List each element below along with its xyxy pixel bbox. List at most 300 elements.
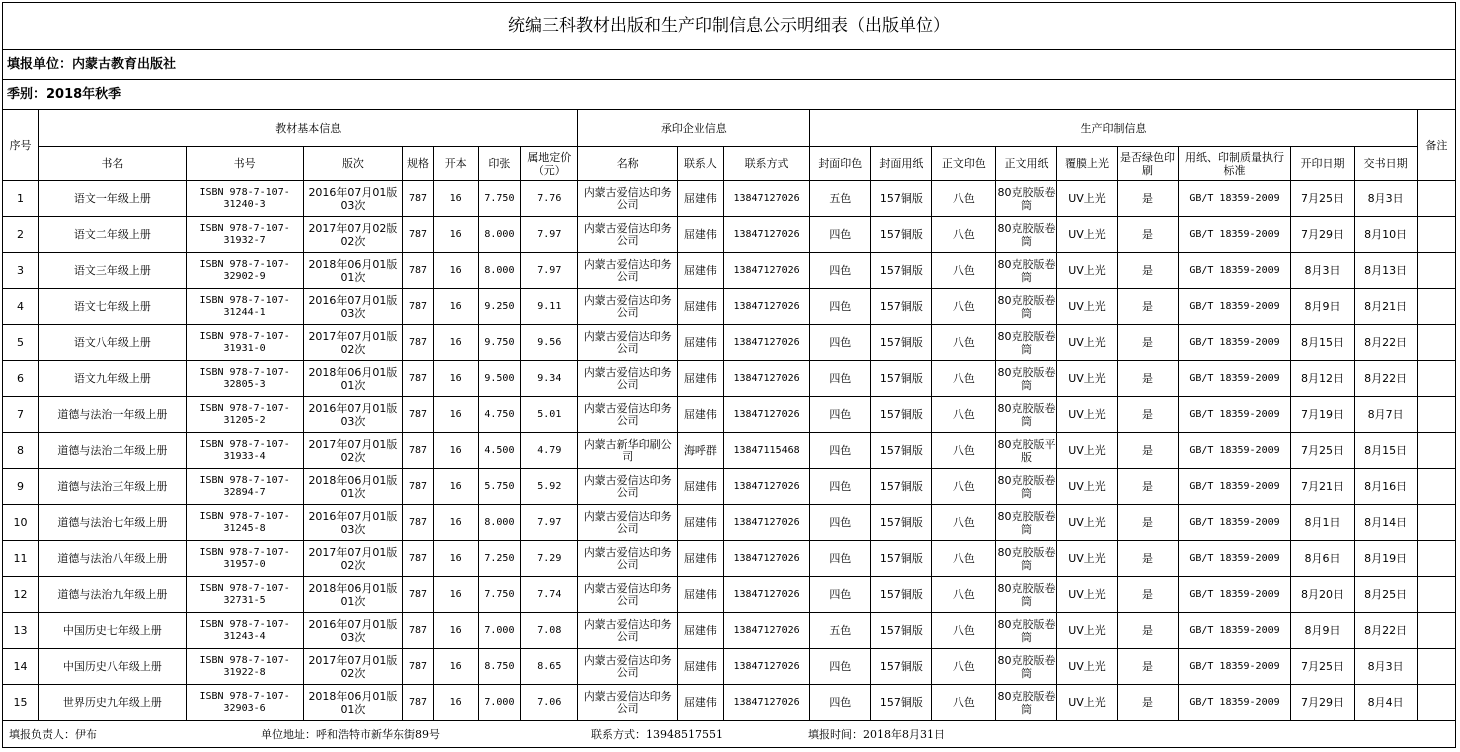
cell-edition: 2018年06月01版01次 [303, 361, 403, 397]
cell-standard: GB/T 18359-2009 [1178, 361, 1291, 397]
cell-text-color: 八色 [932, 361, 996, 397]
cell-cover-color: 四色 [810, 685, 871, 721]
cell-start-date: 7月19日 [1291, 397, 1354, 433]
cell-standard: GB/T 18359-2009 [1178, 577, 1291, 613]
cell-text-color: 八色 [932, 217, 996, 253]
cell-text-color: 八色 [932, 541, 996, 577]
cell-delivery-date: 8月7日 [1354, 397, 1417, 433]
cell-sheets: 7.750 [478, 577, 521, 613]
cell-book-name: 中国历史八年级上册 [39, 649, 187, 685]
cell-standard: GB/T 18359-2009 [1178, 685, 1291, 721]
cell-cover-color: 四色 [810, 217, 871, 253]
cell-cover-color: 四色 [810, 505, 871, 541]
cell-book-name: 语文八年级上册 [39, 325, 187, 361]
cell-edition: 2017年07月02版02次 [303, 217, 403, 253]
cell-seq: 13 [3, 613, 39, 649]
cell-text-color: 八色 [932, 577, 996, 613]
cell-company: 内蒙古爱信达印务公司 [578, 397, 678, 433]
cell-text-paper: 80克胶版卷筒 [996, 253, 1057, 289]
header-seq: 序号 [3, 110, 39, 181]
cell-text-color: 八色 [932, 649, 996, 685]
cell-sheets: 7.750 [478, 181, 521, 217]
cell-edition: 2017年07月01版02次 [303, 541, 403, 577]
cell-company: 内蒙古爱信达印务公司 [578, 469, 678, 505]
cell-company: 内蒙古爱信达印务公司 [578, 505, 678, 541]
header-text-color: 正文印色 [932, 147, 996, 181]
cell-remarks [1417, 289, 1455, 325]
cell-delivery-date: 8月15日 [1354, 433, 1417, 469]
header-green-printing: 是否绿色印刷 [1117, 147, 1178, 181]
cell-green-printing: 是 [1117, 469, 1178, 505]
cell-coating: UV上光 [1057, 613, 1117, 649]
cell-text-paper: 80克胶版卷筒 [996, 181, 1057, 217]
cell-sheets: 5.750 [478, 469, 521, 505]
cell-text-color: 八色 [932, 181, 996, 217]
table-row [3, 613, 1455, 649]
cell-remarks [1417, 505, 1455, 541]
cell-delivery-date: 8月19日 [1354, 541, 1417, 577]
cell-phone: 13847127026 [723, 505, 809, 541]
cell-remarks [1417, 361, 1455, 397]
cell-remarks [1417, 433, 1455, 469]
cell-coating: UV上光 [1057, 577, 1117, 613]
cell-coating: UV上光 [1057, 217, 1117, 253]
cell-cover-color: 四色 [810, 433, 871, 469]
cell-format: 16 [433, 253, 478, 289]
cell-book-name: 语文三年级上册 [39, 253, 187, 289]
cell-isbn: ISBN 978-7-107-31205-2 [186, 397, 303, 433]
group-basic-info: 教材基本信息 [39, 110, 578, 147]
cell-start-date: 7月21日 [1291, 469, 1354, 505]
cell-cover-paper: 157铜版 [871, 289, 932, 325]
header-spec: 规格 [403, 147, 434, 181]
cell-sheets: 4.500 [478, 433, 521, 469]
cell-remarks [1417, 577, 1455, 613]
cell-remarks [1417, 649, 1455, 685]
cell-price: 7.97 [521, 217, 578, 253]
cell-start-date: 8月9日 [1291, 613, 1354, 649]
cell-text-paper: 80克胶版卷筒 [996, 217, 1057, 253]
cell-start-date: 7月29日 [1291, 217, 1354, 253]
cell-book-name: 世界历史九年级上册 [39, 685, 187, 721]
cell-remarks [1417, 541, 1455, 577]
cell-phone: 13847127026 [723, 181, 809, 217]
cell-sheets: 4.750 [478, 397, 521, 433]
cell-phone: 13847127026 [723, 469, 809, 505]
report-sheet [2, 2, 1456, 748]
cell-green-printing: 是 [1117, 685, 1178, 721]
header-sheets: 印张 [478, 147, 521, 181]
cell-standard: GB/T 18359-2009 [1178, 217, 1291, 253]
cell-isbn: ISBN 978-7-107-31931-0 [186, 325, 303, 361]
cell-sheets: 8.000 [478, 505, 521, 541]
cell-cover-paper: 157铜版 [871, 325, 932, 361]
cell-price: 7.76 [521, 181, 578, 217]
cell-edition: 2018年06月01版01次 [303, 253, 403, 289]
cell-delivery-date: 8月25日 [1354, 577, 1417, 613]
cell-spec: 787 [403, 577, 434, 613]
header-remarks: 备注 [1417, 110, 1455, 181]
cell-text-color: 八色 [932, 505, 996, 541]
cell-isbn: ISBN 978-7-107-31933-4 [186, 433, 303, 469]
cell-cover-paper: 157铜版 [871, 685, 932, 721]
cell-isbn: ISBN 978-7-107-31957-0 [186, 541, 303, 577]
cell-delivery-date: 8月4日 [1354, 685, 1417, 721]
cell-price: 7.74 [521, 577, 578, 613]
header-delivery-date: 交书日期 [1354, 147, 1417, 181]
cell-company: 内蒙古爱信达印务公司 [578, 577, 678, 613]
cell-company: 内蒙古爱信达印务公司 [578, 325, 678, 361]
cell-cover-color: 四色 [810, 577, 871, 613]
cell-cover-color: 四色 [810, 649, 871, 685]
header-company: 名称 [578, 147, 678, 181]
cell-cover-paper: 157铜版 [871, 577, 932, 613]
cell-price: 7.08 [521, 613, 578, 649]
cell-sheets: 8.000 [478, 253, 521, 289]
cell-spec: 787 [403, 217, 434, 253]
cell-green-printing: 是 [1117, 361, 1178, 397]
cell-start-date: 8月12日 [1291, 361, 1354, 397]
cell-edition: 2017年07月01版02次 [303, 325, 403, 361]
cell-text-paper: 80克胶版卷筒 [996, 577, 1057, 613]
header-coating: 覆膜上光 [1057, 147, 1117, 181]
cell-sheets: 7.000 [478, 685, 521, 721]
cell-price: 5.92 [521, 469, 578, 505]
unit-label: 填报单位：内蒙古教育出版社 [3, 50, 1455, 80]
cell-format: 16 [433, 577, 478, 613]
cell-green-printing: 是 [1117, 325, 1178, 361]
cell-contact: 屈建伟 [678, 469, 724, 505]
cell-cover-paper: 157铜版 [871, 433, 932, 469]
cell-start-date: 8月3日 [1291, 253, 1354, 289]
cell-green-printing: 是 [1117, 397, 1178, 433]
cell-price: 7.06 [521, 685, 578, 721]
cell-text-paper: 80克胶版卷筒 [996, 649, 1057, 685]
header-book-name: 书名 [39, 147, 187, 181]
cell-spec: 787 [403, 541, 434, 577]
cell-edition: 2016年07月01版03次 [303, 505, 403, 541]
cell-seq: 12 [3, 577, 39, 613]
table-row [3, 253, 1455, 289]
cell-edition: 2016年07月01版03次 [303, 397, 403, 433]
cell-edition: 2018年06月01版01次 [303, 469, 403, 505]
cell-company: 内蒙古爱信达印务公司 [578, 685, 678, 721]
cell-cover-paper: 157铜版 [871, 181, 932, 217]
cell-seq: 4 [3, 289, 39, 325]
cell-isbn: ISBN 978-7-107-32903-6 [186, 685, 303, 721]
cell-cover-paper: 157铜版 [871, 217, 932, 253]
header-start-date: 开印日期 [1291, 147, 1354, 181]
cell-standard: GB/T 18359-2009 [1178, 181, 1291, 217]
cell-spec: 787 [403, 613, 434, 649]
cell-green-printing: 是 [1117, 433, 1178, 469]
cell-contact: 屈建伟 [678, 361, 724, 397]
table-row [3, 649, 1455, 685]
table-row [3, 505, 1455, 541]
cell-start-date: 7月29日 [1291, 685, 1354, 721]
header-price: 属地定价（元） [521, 147, 578, 181]
cell-text-paper: 80克胶版卷筒 [996, 541, 1057, 577]
cell-book-name: 语文七年级上册 [39, 289, 187, 325]
table-row [3, 181, 1455, 217]
cell-seq: 2 [3, 217, 39, 253]
cell-contact: 屈建伟 [678, 577, 724, 613]
cell-seq: 14 [3, 649, 39, 685]
cell-isbn: ISBN 978-7-107-31932-7 [186, 217, 303, 253]
header-phone: 联系方式 [723, 147, 809, 181]
cell-book-name: 语文二年级上册 [39, 217, 187, 253]
cell-company: 内蒙古爱信达印务公司 [578, 217, 678, 253]
cell-cover-color: 四色 [810, 541, 871, 577]
header-contact: 联系人 [678, 147, 724, 181]
cell-price: 4.79 [521, 433, 578, 469]
cell-phone: 13847127026 [723, 253, 809, 289]
cell-book-name: 道德与法治七年级上册 [39, 505, 187, 541]
cell-spec: 787 [403, 289, 434, 325]
cell-standard: GB/T 18359-2009 [1178, 289, 1291, 325]
cell-spec: 787 [403, 505, 434, 541]
cell-coating: UV上光 [1057, 289, 1117, 325]
cell-cover-color: 四色 [810, 361, 871, 397]
cell-seq: 5 [3, 325, 39, 361]
cell-delivery-date: 8月22日 [1354, 325, 1417, 361]
cell-format: 16 [433, 649, 478, 685]
cell-isbn: ISBN 978-7-107-31922-8 [186, 649, 303, 685]
cell-text-paper: 80克胶版卷筒 [996, 469, 1057, 505]
cell-text-paper: 80克胶版卷筒 [996, 613, 1057, 649]
cell-isbn: ISBN 978-7-107-31245-8 [186, 505, 303, 541]
cell-seq: 6 [3, 361, 39, 397]
header-text-paper: 正文用纸 [996, 147, 1057, 181]
cell-coating: UV上光 [1057, 541, 1117, 577]
info-table [3, 110, 1455, 721]
cell-coating: UV上光 [1057, 649, 1117, 685]
header-cover-color: 封面印色 [810, 147, 871, 181]
cell-standard: GB/T 18359-2009 [1178, 433, 1291, 469]
cell-format: 16 [433, 613, 478, 649]
cell-price: 9.34 [521, 361, 578, 397]
cell-delivery-date: 8月14日 [1354, 505, 1417, 541]
cell-green-printing: 是 [1117, 289, 1178, 325]
cell-coating: UV上光 [1057, 685, 1117, 721]
cell-cover-color: 四色 [810, 289, 871, 325]
cell-seq: 15 [3, 685, 39, 721]
cell-company: 内蒙古新华印刷公司 [578, 433, 678, 469]
cell-start-date: 8月1日 [1291, 505, 1354, 541]
cell-contact: 屈建伟 [678, 217, 724, 253]
cell-start-date: 8月9日 [1291, 289, 1354, 325]
cell-text-color: 八色 [932, 613, 996, 649]
cell-contact: 屈建伟 [678, 685, 724, 721]
cell-company: 内蒙古爱信达印务公司 [578, 289, 678, 325]
table-row [3, 541, 1455, 577]
cell-sheets: 9.500 [478, 361, 521, 397]
cell-phone: 13847127026 [723, 289, 809, 325]
header-format: 开本 [433, 147, 478, 181]
footer-date: 填报时间：2018年8月31日 [808, 728, 945, 741]
cell-contact: 屈建伟 [678, 613, 724, 649]
cell-standard: GB/T 18359-2009 [1178, 649, 1291, 685]
cell-delivery-date: 8月3日 [1354, 181, 1417, 217]
cell-sheets: 9.750 [478, 325, 521, 361]
cell-cover-color: 四色 [810, 325, 871, 361]
table-row [3, 433, 1455, 469]
cell-standard: GB/T 18359-2009 [1178, 541, 1291, 577]
cell-text-paper: 80克胶版卷筒 [996, 505, 1057, 541]
cell-delivery-date: 8月3日 [1354, 649, 1417, 685]
cell-spec: 787 [403, 397, 434, 433]
header-standard: 用纸、印制质量执行标准 [1178, 147, 1291, 181]
cell-delivery-date: 8月13日 [1354, 253, 1417, 289]
cell-delivery-date: 8月10日 [1354, 217, 1417, 253]
cell-book-name: 语文九年级上册 [39, 361, 187, 397]
footer-contact: 联系方式：13948517551 [591, 728, 723, 741]
cell-price: 5.01 [521, 397, 578, 433]
table-row [3, 577, 1455, 613]
cell-start-date: 8月15日 [1291, 325, 1354, 361]
cell-start-date: 7月25日 [1291, 649, 1354, 685]
cell-green-printing: 是 [1117, 649, 1178, 685]
cell-text-paper: 80克胶版卷筒 [996, 397, 1057, 433]
cell-cover-color: 四色 [810, 469, 871, 505]
cell-text-color: 八色 [932, 685, 996, 721]
cell-isbn: ISBN 978-7-107-32731-5 [186, 577, 303, 613]
cell-format: 16 [433, 541, 478, 577]
cell-phone: 13847127026 [723, 685, 809, 721]
cell-phone: 13847127026 [723, 577, 809, 613]
cell-text-color: 八色 [932, 325, 996, 361]
cell-price: 8.65 [521, 649, 578, 685]
cell-edition: 2016年07月01版03次 [303, 613, 403, 649]
cell-remarks [1417, 613, 1455, 649]
cell-format: 16 [433, 361, 478, 397]
cell-cover-color: 五色 [810, 181, 871, 217]
cell-contact: 海呼群 [678, 433, 724, 469]
cell-sheets: 7.000 [478, 613, 521, 649]
cell-text-color: 八色 [932, 253, 996, 289]
cell-cover-paper: 157铜版 [871, 253, 932, 289]
cell-start-date: 8月6日 [1291, 541, 1354, 577]
cell-cover-color: 五色 [810, 613, 871, 649]
cell-cover-paper: 157铜版 [871, 613, 932, 649]
cell-price: 9.11 [521, 289, 578, 325]
cell-sheets: 7.250 [478, 541, 521, 577]
cell-edition: 2016年07月01版03次 [303, 181, 403, 217]
cell-format: 16 [433, 325, 478, 361]
cell-contact: 屈建伟 [678, 289, 724, 325]
cell-book-name: 语文一年级上册 [39, 181, 187, 217]
footer-address: 单位地址：呼和浩特市新华东街89号 [261, 728, 440, 741]
cell-delivery-date: 8月22日 [1354, 613, 1417, 649]
cell-cover-paper: 157铜版 [871, 361, 932, 397]
cell-coating: UV上光 [1057, 505, 1117, 541]
cell-text-paper: 80克胶版卷筒 [996, 685, 1057, 721]
cell-standard: GB/T 18359-2009 [1178, 505, 1291, 541]
cell-cover-paper: 157铜版 [871, 541, 932, 577]
cell-sheets: 8.000 [478, 217, 521, 253]
cell-delivery-date: 8月16日 [1354, 469, 1417, 505]
cell-phone: 13847127026 [723, 325, 809, 361]
cell-cover-color: 四色 [810, 253, 871, 289]
cell-format: 16 [433, 433, 478, 469]
cell-coating: UV上光 [1057, 253, 1117, 289]
cell-isbn: ISBN 978-7-107-31244-1 [186, 289, 303, 325]
cell-format: 16 [433, 397, 478, 433]
cell-contact: 屈建伟 [678, 397, 724, 433]
cell-edition: 2018年06月01版01次 [303, 685, 403, 721]
cell-seq: 3 [3, 253, 39, 289]
cell-phone: 13847127026 [723, 217, 809, 253]
cell-remarks [1417, 181, 1455, 217]
cell-seq: 7 [3, 397, 39, 433]
cell-text-color: 八色 [932, 289, 996, 325]
cell-company: 内蒙古爱信达印务公司 [578, 541, 678, 577]
cell-book-name: 道德与法治八年级上册 [39, 541, 187, 577]
cell-format: 16 [433, 181, 478, 217]
page-title: 统编三科教材出版和生产印制信息公示明细表（出版单位） [3, 3, 1455, 50]
cell-spec: 787 [403, 469, 434, 505]
cell-green-printing: 是 [1117, 217, 1178, 253]
cell-green-printing: 是 [1117, 181, 1178, 217]
header-edition: 版次 [303, 147, 403, 181]
cell-contact: 屈建伟 [678, 649, 724, 685]
cell-remarks [1417, 685, 1455, 721]
table-row [3, 325, 1455, 361]
cell-coating: UV上光 [1057, 469, 1117, 505]
cell-coating: UV上光 [1057, 397, 1117, 433]
cell-contact: 屈建伟 [678, 181, 724, 217]
cell-isbn: ISBN 978-7-107-32902-9 [186, 253, 303, 289]
cell-remarks [1417, 397, 1455, 433]
table-row [3, 289, 1455, 325]
cell-price: 7.97 [521, 505, 578, 541]
cell-phone: 13847115468 [723, 433, 809, 469]
cell-spec: 787 [403, 181, 434, 217]
cell-cover-paper: 157铜版 [871, 469, 932, 505]
cell-format: 16 [433, 469, 478, 505]
cell-phone: 13847127026 [723, 361, 809, 397]
cell-sheets: 9.250 [478, 289, 521, 325]
cell-text-color: 八色 [932, 433, 996, 469]
cell-coating: UV上光 [1057, 433, 1117, 469]
table-row [3, 469, 1455, 505]
cell-isbn: ISBN 978-7-107-31243-4 [186, 613, 303, 649]
cell-cover-paper: 157铜版 [871, 505, 932, 541]
cell-standard: GB/T 18359-2009 [1178, 397, 1291, 433]
footer [3, 723, 1455, 747]
cell-edition: 2018年06月01版01次 [303, 577, 403, 613]
cell-green-printing: 是 [1117, 613, 1178, 649]
cell-contact: 屈建伟 [678, 325, 724, 361]
cell-text-paper: 80克胶版平版 [996, 433, 1057, 469]
cell-format: 16 [433, 685, 478, 721]
header-cover-paper: 封面用纸 [871, 147, 932, 181]
cell-seq: 11 [3, 541, 39, 577]
cell-text-paper: 80克胶版卷筒 [996, 289, 1057, 325]
cell-green-printing: 是 [1117, 577, 1178, 613]
cell-book-name: 中国历史七年级上册 [39, 613, 187, 649]
cell-edition: 2017年07月01版02次 [303, 649, 403, 685]
cell-start-date: 8月20日 [1291, 577, 1354, 613]
cell-standard: GB/T 18359-2009 [1178, 469, 1291, 505]
table-row [3, 397, 1455, 433]
group-printer-info: 承印企业信息 [578, 110, 810, 147]
cell-remarks [1417, 469, 1455, 505]
cell-format: 16 [433, 217, 478, 253]
cell-phone: 13847127026 [723, 397, 809, 433]
cell-spec: 787 [403, 649, 434, 685]
cell-book-name: 道德与法治九年级上册 [39, 577, 187, 613]
